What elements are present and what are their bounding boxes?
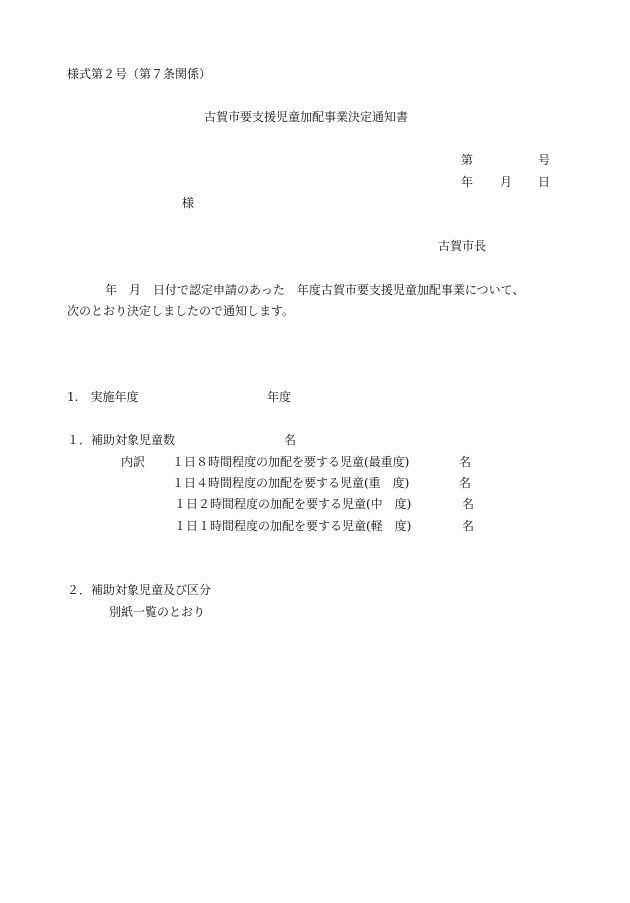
section-count-label: １．補助対象児童数 [67,433,176,447]
section2-label: ２．補助対象児童及び区分 [67,583,212,597]
date-year: 年 [461,175,474,189]
section1-label: 1. 実施年度 [67,390,139,404]
issuer: 古賀市長 [438,239,487,253]
date-day: 日 [538,175,551,189]
form-number: 様式第２号（第７条関係） [67,67,212,81]
breakdown-item-unit: 名 [462,519,475,533]
number-suffix: 号 [538,153,551,167]
breakdown-item: １日４時間程度の加配を要する児童(重 度) [172,476,410,490]
breakdown-item: １日２時間程度の加配を要する児童(中 度) [174,497,412,511]
section2-note: 別紙一覧のとおり [109,605,206,619]
body-line-1: 年 月 日付で認定申請のあった 年度古賀市要支援児童加配事業について、 [105,283,525,297]
breakdown-item-unit: 名 [459,476,472,490]
breakdown-item-unit: 名 [462,497,475,511]
breakdown-item: １日１時間程度の加配を要する児童(軽 度) [174,519,412,533]
section-count-unit: 名 [284,433,297,447]
body-line-2: 次のとおり決定しましたので通知します。 [67,304,295,318]
addressee-suffix: 様 [182,196,195,210]
breakdown-item: １日８時間程度の加配を要する児童(最重度) [172,455,410,469]
breakdown-label: 内訳 [121,455,146,469]
document-title: 古賀市要支援児童加配事業決定通知書 [204,110,409,124]
date-month: 月 [500,175,513,189]
number-prefix: 第 [461,153,474,167]
breakdown-item-unit: 名 [459,455,472,469]
section1-unit: 年度 [267,390,292,404]
